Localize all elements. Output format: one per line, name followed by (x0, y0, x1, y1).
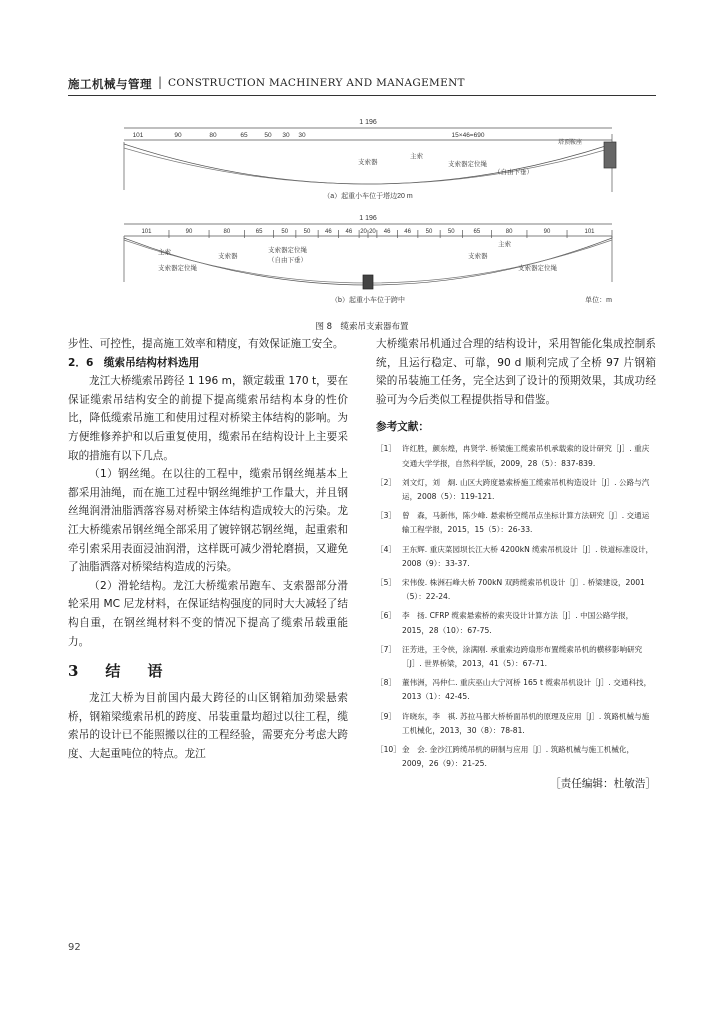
reference-text: 汪芳进，王令侠，涂满刚. 承重索边跨扇形布置缆索吊机的横移影响研究［J］. 世界桥梁，2013，41（5）：67-71. (402, 644, 643, 669)
figure-8-diagram (118, 112, 618, 312)
reference-item (376, 743, 656, 771)
total-span-a: 1 196 (359, 119, 377, 126)
reference-list (376, 442, 656, 771)
total-span-b: 1 196 (359, 215, 377, 222)
left-paragraph-1: 步性、可控性，提高施工效率和精度，有效保证施工安全。 (68, 338, 344, 350)
reference-item (376, 609, 656, 637)
span-label-b: 50 (303, 229, 311, 235)
reference-item (376, 710, 656, 738)
span-a-2: 80 (209, 132, 217, 139)
reference-item (376, 509, 656, 537)
figure-caption: 图 8 缆索吊支索器布置 (315, 322, 409, 332)
span-label-b: 65 (473, 229, 481, 235)
reference-item (376, 676, 656, 704)
header-separator: | (158, 75, 163, 89)
reference-number: ［3］ (376, 511, 397, 521)
journal-brand: 施工机械与管理 (68, 77, 152, 91)
label-support-frame-a: 支索器 (358, 159, 378, 166)
span-label-b: 65 (255, 229, 263, 235)
journal-english-title: CONSTRUCTION MACHINERY AND MANAGEMENT (168, 77, 465, 89)
span-label-b: 80 (223, 229, 231, 235)
span-label-b: 46 (345, 229, 353, 235)
span-ticks-b (141, 229, 612, 238)
left-column (68, 335, 348, 763)
span-a-4: 50 (264, 132, 272, 139)
section-2-6-heading: 2．6 缆索吊结构材料选用 (68, 356, 200, 369)
label-support-frame-b-left: 支索器 (218, 253, 238, 260)
reference-item (376, 643, 656, 671)
reference-text: 许红胜，颜东煌，冉贤学. 桥梁施工缆索吊机承载索的设计研究［J］. 重庆交通大学学报，自然科学版，2009，28（5）：837-839. (402, 444, 650, 468)
reference-number: ［9］ (376, 711, 397, 721)
label-main-cable-b-left: 主索 (158, 249, 171, 256)
reference-text: 宋伟俊. 株洲石峰大桥 700kN 双跨缆索吊机设计［J］. 桥梁建设，2001（5）：22-24. (402, 578, 645, 602)
reference-item (376, 442, 656, 470)
label-positioning-b-left: 支索器定位绳 (158, 265, 197, 272)
span-label-b: 46 (325, 229, 332, 235)
reference-text: 王东辉. 重庆菜园坝长江大桥 4200kN 缆索吊机设计［J］. 铁道标准设计，2008（9）：33-37. (402, 544, 654, 568)
header-rule (68, 95, 656, 96)
span-label-b: 50 (447, 229, 455, 235)
reference-item (376, 543, 656, 571)
span-a-0: 101 (132, 132, 144, 139)
left-paragraph-5: 龙江大桥为目前国内最大跨径的山区钢箱加劲梁悬索桥，钢箱梁缆索吊机的跨度、吊装重量均超过以往工程，缆索吊的设计已不能照搬以往的工程经验，需要充分考虑大跨度、大起重吨位的特点。龙江 (68, 692, 348, 760)
reference-item (376, 576, 656, 604)
diagram-a (124, 119, 616, 200)
label-main-cable-b-right: 主索 (498, 241, 511, 248)
diagram-b (124, 215, 612, 304)
responsible-editor: ［责任编辑：杜敏浩］ (550, 778, 656, 791)
reference-text: 金 会. 金沙江跨缆吊机的研制与应用［J］. 筑路机械与施工机械化，2009，26（9）：21-25. (402, 745, 635, 769)
label-support-frame-b-right: 支索器 (468, 253, 488, 260)
unit-label: 单位：m (585, 297, 612, 304)
span-label-b: 101 (141, 229, 152, 235)
left-paragraph-4: （2）滑轮结构。龙江大桥缆索吊跑车、支索器部分滑轮采用 MC 尼龙材料，在保证结构强度的同时大大减轻了结构自重，在钢丝绳材料不变的情况下提高了缆索吊载重能力。 (68, 579, 348, 648)
span-label-b: 90 (543, 229, 551, 235)
caption-a: （a）起重小车位于塔边20 m (323, 193, 413, 200)
reference-number: ［8］ (376, 678, 397, 688)
section-3-heading: 3 结 语 (68, 662, 169, 681)
reference-number: ［6］ (376, 611, 397, 621)
span-label-b: 101 (584, 229, 595, 235)
reference-text: 曾 森，马新伟，陈少峰. 悬索桥空缆吊点坐标计算方法研究［J］. 交通运输工程学报，2015，15（5）：26-33. (402, 511, 650, 535)
span-label-b: 50 (425, 229, 433, 235)
left-paragraph-3: （1）钢丝绳。在以往的工程中，缆索吊钢丝绳基本上都采用油绳，而在施工过程中钢丝绳维护工作量大，并且钢丝绳润滑油脂洒落容易对桥梁主体结构造成较大的污染。龙江大桥缆索吊钢丝绳全部采用了镀锌钢芯钢丝绳，起重索和牵引索采用表面浸油润滑，这样既可减少滑轮磨损，又避免了油脂洒落对桥梁结构造成的污染。 (68, 468, 348, 574)
span-a-1: 90 (174, 132, 182, 139)
running-header (68, 76, 656, 92)
right-paragraph-1: 大桥缆索吊机通过合理的结构设计，采用智能化集成控制系统，且运行稳定、可靠，90 d 顺利完成了全桥 97 片钢箱梁的吊装施工任务，完全达到了设计的预期效果，其成功经验可为今后类似工程提供指导和借鉴。 (376, 338, 656, 406)
reference-text: 刘文灯，刘 炯. 山区大跨度悬索桥施工缆索吊机构造设计［J］. 公路与汽运，2008（5）：119-121. (402, 477, 650, 501)
reference-number: ［10］ (376, 745, 401, 755)
reference-text: 许晓东，李 祺. 苏拉马都大桥桥面吊机的原理及应用［J］. 筑路机械与施工机械化，2013，30（8）：78-81. (402, 711, 650, 735)
span-a-right: 15×46=690 (451, 132, 485, 139)
label-positioning-b-center: 支索器定位绳 (268, 247, 307, 254)
span-a-6: 30 (298, 132, 306, 139)
reference-number: ［2］ (376, 477, 397, 487)
reference-number: ［5］ (376, 578, 397, 587)
label-free-sag-b: （自由下垂） (268, 257, 307, 264)
label-tower-a: 塔顶鞍座 (558, 140, 583, 146)
caption-b: （b）起重小车位于跨中 (331, 297, 405, 304)
references-heading: 参考文献： (376, 421, 429, 434)
reference-number: ［7］ (376, 644, 397, 654)
span-label-b: 80 (505, 229, 513, 235)
span-label-b: 20 (369, 229, 376, 235)
span-label-b: 90 (185, 229, 193, 235)
reference-item (376, 476, 656, 504)
label-positioning-b-right: 支索器定位绳 (518, 265, 557, 272)
label-main-cable-a: 主索 (410, 153, 423, 160)
label-positioning-cable-a: 支索器定位绳 (448, 161, 487, 168)
reference-text: 董伟洲，冯仲仁. 重庆巫山大宁河桥 165 t 缆索吊机设计［J］. 交通科技，2013（1）：42-45. (402, 678, 652, 702)
span-label-b: 46 (404, 229, 411, 235)
right-column (376, 335, 656, 791)
span-label-b: 20 (360, 229, 367, 235)
span-label-b: 50 (281, 229, 289, 235)
reference-number: ［1］ (376, 444, 397, 454)
left-paragraph-2: 龙江大桥缆索吊跨径 1 196 m，额定载重 170 t，要在保证缆索吊结构安全的前提下提高缆索吊结构本身的性价比，降低缆索吊施工和使用过程对桥梁主体结构的影响。为方便维修养护和以后重复使用，缆索吊在结构设计上主要采取的措施有以下几点。 (68, 375, 348, 462)
page-number: 92 (68, 942, 81, 953)
span-a-3: 65 (240, 132, 248, 139)
span-a-5: 30 (282, 132, 290, 139)
reference-number: ［4］ (376, 544, 397, 554)
reference-text: 李 扬. CFRP 缆索悬索桥的索夹设计计算方法［J］. 中国公路学报，2015，28（10）：67-75. (402, 611, 634, 635)
span-label-b: 46 (383, 229, 391, 235)
label-free-sag-a: （自由下垂） (494, 169, 533, 176)
